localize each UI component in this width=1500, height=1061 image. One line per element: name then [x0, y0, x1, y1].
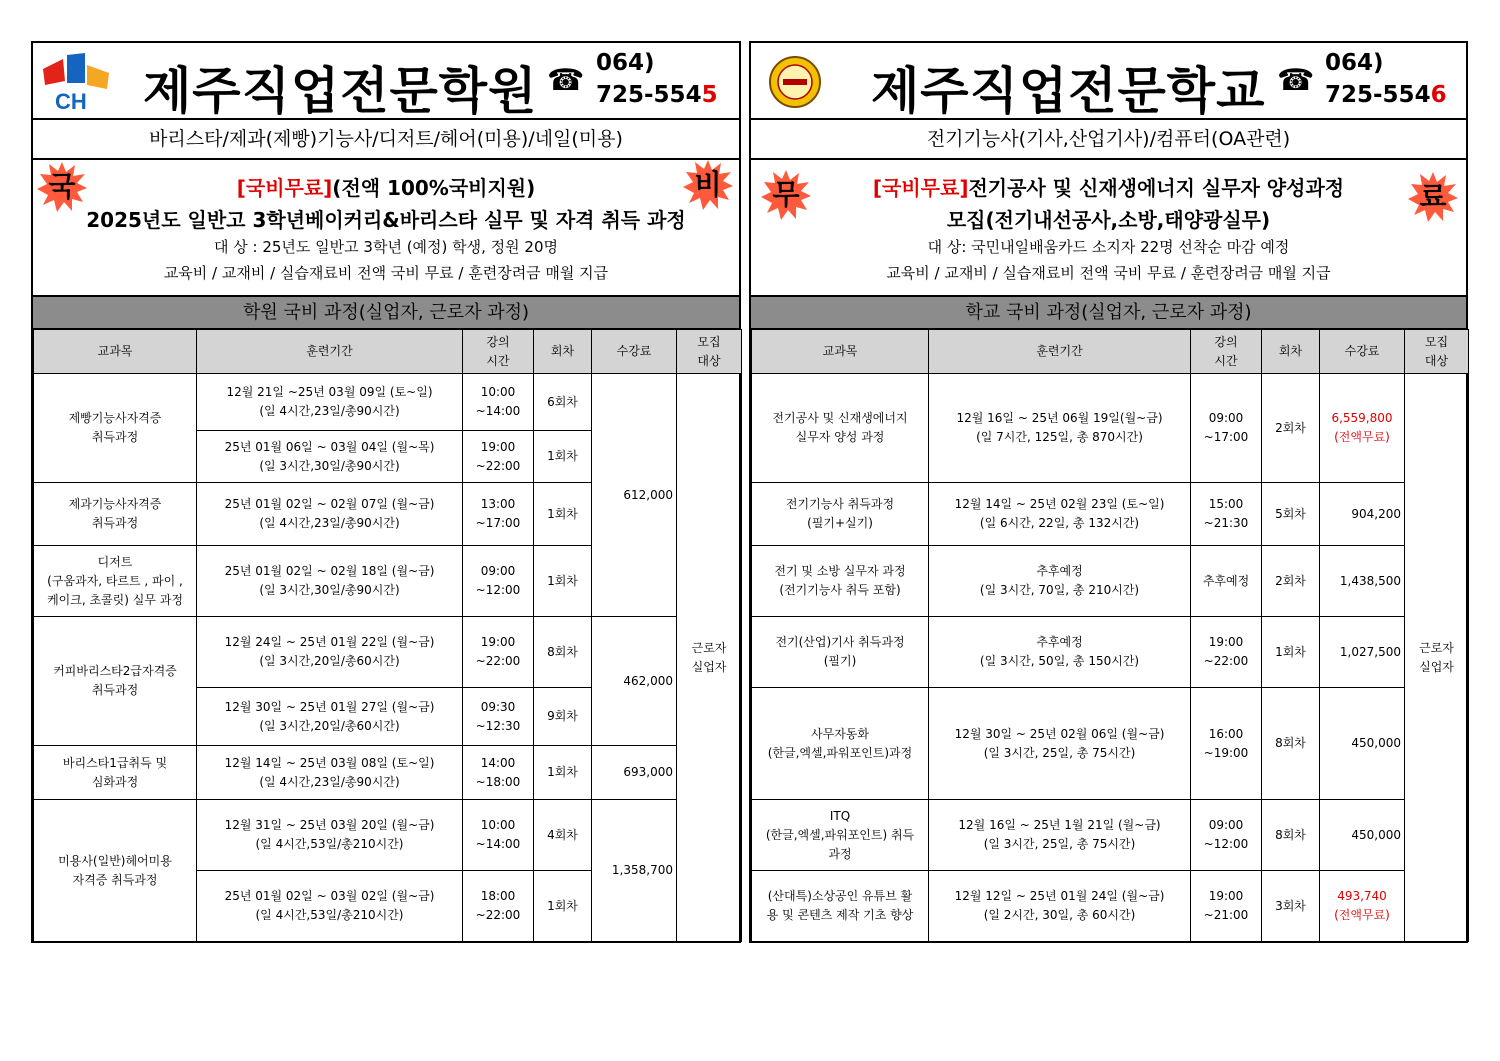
course-fee: 612,000	[592, 374, 677, 617]
table-row	[752, 374, 1469, 483]
phone-icon: ☎	[1277, 63, 1315, 98]
course-time: 19:00 ~21:00	[1191, 871, 1262, 942]
course-subject: 디저트 (구움과자, 타르트 , 파이 , 케이크, 초콜릿) 실무 과정	[34, 546, 197, 617]
course-period: 12월 24일 ~ 25년 01월 22일 (월~금) (일 3시간,20일/총60시간)	[197, 617, 463, 688]
course-subject: 미용사(일반)헤어미용 자격증 취득과정	[34, 800, 197, 942]
course-period: 12월 12일 ~ 25년 01월 24일 (월~금) (일 2시간, 30일, 총 60시간)	[929, 871, 1191, 942]
course-period: 12월 14일 ~ 25년 03월 08일 (토~일) (일 4시간,23일/총90시간)	[197, 746, 463, 800]
course-subject: 전기공사 및 신재생에너지 실무자 양성 과정	[752, 374, 929, 483]
school-emblem-logo	[769, 56, 821, 108]
course-time: 19:00 ~22:00	[463, 617, 534, 688]
course-time: 09:00 ~17:00	[1191, 374, 1262, 483]
table-row	[34, 800, 742, 871]
course-time: 추후예정	[1191, 546, 1262, 617]
course-period: 12월 30일 ~ 25년 02월 06일 (월~금) (일 3시간, 25일, 총 75시간)	[929, 688, 1191, 800]
table-row	[752, 688, 1469, 800]
course-fee: 450,000	[1320, 688, 1405, 800]
academy-subtitle: 바리스타/제과(제빵)기능사/디저트/헤어(미용)/네일(미용)	[33, 120, 739, 160]
course-fee: 1,027,500	[1320, 617, 1405, 688]
header-target: 모집 대상	[1405, 330, 1469, 374]
phone-number: 725-5546	[1325, 82, 1447, 108]
promo-line4: 교육비 / 교재비 / 실습재료비 전액 국비 무료 / 훈련장려금 매월 지급	[886, 264, 1331, 282]
course-target: 근로자 실업자	[1405, 374, 1469, 942]
course-subject: 전기(산업)기사 취득과정 (필기)	[752, 617, 929, 688]
course-subject: 사무자동화 (한글,엑셀,파워포인트)과정	[752, 688, 929, 800]
header-time: 강의 시간	[463, 330, 534, 374]
course-round: 1회차	[534, 483, 592, 546]
phone-icon: ☎	[547, 63, 585, 98]
course-period: 추후예정 (일 3시간, 70일, 총 210시간)	[929, 546, 1191, 617]
school-header	[751, 43, 1466, 120]
course-round: 1회차	[1262, 617, 1320, 688]
phone-area-code: 064)	[596, 50, 655, 76]
academy-panel	[31, 41, 741, 943]
course-subject: 바리스타1급취득 및 심화과정	[34, 746, 197, 800]
promo-line3: 대 상 : 25년도 일반고 3학년 (예정) 학생, 정원 20명	[214, 238, 558, 256]
table-row	[752, 546, 1469, 617]
course-round: 9회차	[534, 688, 592, 746]
school-panel	[749, 41, 1468, 943]
promo-line3: 대 상: 국민내일배움카드 소지자 22명 선착순 마감 예정	[927, 238, 1290, 256]
burst-badge: 비	[683, 160, 733, 210]
phone-number: 725-5545	[596, 82, 718, 108]
course-round: 1회차	[534, 746, 592, 800]
course-period: 25년 01월 06일 ~ 03월 04일 (월~목) (일 3시간,30일/총90시간)	[197, 431, 463, 483]
course-fee: 1,438,500	[1320, 546, 1405, 617]
course-fee: 1,358,700	[592, 800, 677, 942]
course-period: 12월 16일 ~ 25년 06월 19일(월~금) (일 7시간, 125일, 총 870시간)	[929, 374, 1191, 483]
course-time: 09:30 ~12:30	[463, 688, 534, 746]
promo-line1: [국비무료](전액 100%국비지원)	[236, 176, 536, 200]
school-phone	[1325, 47, 1447, 111]
course-round: 3회차	[1262, 871, 1320, 942]
course-round: 6회차	[534, 374, 592, 431]
course-period: 12월 21일 ~25년 03월 09일 (토~일) (일 4시간,23일/총90시간)	[197, 374, 463, 431]
school-title: 제주직업전문학교	[871, 62, 1266, 120]
course-round: 8회차	[1262, 688, 1320, 800]
academy-promo	[33, 160, 739, 297]
course-time: 09:00 ~12:00	[1191, 800, 1262, 871]
promo-line1: [국비무료]전기공사 및 신재생에너지 실무자 양성과정	[872, 176, 1345, 200]
course-fee: 450,000	[1320, 800, 1405, 871]
burst-badge: 국	[37, 162, 87, 212]
course-round: 8회차	[1262, 800, 1320, 871]
table-row	[34, 617, 742, 688]
course-time: 09:00 ~12:00	[463, 546, 534, 617]
course-period: 25년 01월 02일 ~ 02월 07일 (월~금) (일 4시간,23일/총90시간)	[197, 483, 463, 546]
burst-badge: 무	[761, 170, 811, 220]
course-subject: (산대특)소상공인 유튜브 활 용 및 콘텐츠 제작 기초 향상	[752, 871, 929, 942]
header-fee: 수강료	[1320, 330, 1405, 374]
ch-logo	[41, 51, 121, 113]
course-subject: 커피바리스타2급자격증 취득과정	[34, 617, 197, 746]
course-time: 14:00 ~18:00	[463, 746, 534, 800]
table-row	[752, 617, 1469, 688]
promo-line2: 모집(전기내선공사,소방,태양광실무)	[946, 208, 1271, 232]
header-round: 회차	[534, 330, 592, 374]
table-row	[34, 746, 742, 800]
phone-area-code: 064)	[1325, 50, 1384, 76]
course-period: 12월 14일 ~ 25년 02월 23일 (토~일) (일 6시간, 22일, 총 132시간)	[929, 483, 1191, 546]
course-fee: 6,559,800 (전액무료)	[1320, 374, 1405, 483]
section-title: 학교 국비 과정(실업자, 근로자 과정)	[751, 297, 1466, 329]
svg-text:CH: CH	[55, 89, 87, 113]
course-fee: 462,000	[592, 617, 677, 746]
course-round: 8회차	[534, 617, 592, 688]
header-fee: 수강료	[592, 330, 677, 374]
course-round: 2회차	[1262, 374, 1320, 483]
header-target: 모집 대상	[677, 330, 742, 374]
course-round: 1회차	[534, 431, 592, 483]
course-subject: 전기기능사 취득과정 (필기+실기)	[752, 483, 929, 546]
course-period: 12월 31일 ~ 25년 03월 20일 (월~금) (일 4시간,53일/총210시간)	[197, 800, 463, 871]
table-row	[34, 374, 742, 431]
burst-badge: 료	[1408, 172, 1458, 222]
course-time: 15:00 ~21:30	[1191, 483, 1262, 546]
course-fee: 493,740 (전액무료)	[1320, 871, 1405, 942]
course-round: 1회차	[534, 546, 592, 617]
header-subject: 교과목	[752, 330, 929, 374]
course-period: 추후예정 (일 3시간, 50일, 총 150시간)	[929, 617, 1191, 688]
course-time: 10:00 ~14:00	[463, 800, 534, 871]
course-fee: 904,200	[1320, 483, 1405, 546]
course-round: 2회차	[1262, 546, 1320, 617]
course-subject: 제빵기능사자격증 취득과정	[34, 374, 197, 483]
promo-line4: 교육비 / 교재비 / 실습재료비 전액 국비 무료 / 훈련장려금 매월 지급	[163, 264, 609, 282]
course-time: 10:00 ~14:00	[463, 374, 534, 431]
course-time: 19:00 ~22:00	[1191, 617, 1262, 688]
school-subtitle: 전기기능사(기사,산업기사)/컴퓨터(OA관련)	[751, 120, 1466, 160]
course-period: 25년 01월 02일 ~ 02월 18일 (월~금) (일 3시간,30일/총90시간)	[197, 546, 463, 617]
course-period: 12월 16일 ~ 25년 1월 21일 (월~금) (일 3시간, 25일, 총 75시간)	[929, 800, 1191, 871]
course-subject: 제과기능사자격증 취득과정	[34, 483, 197, 546]
academy-header	[33, 43, 739, 120]
course-round: 5회차	[1262, 483, 1320, 546]
promo-line2: 2025년도 일반고 3학년베이커리&바리스타 실무 및 자격 취득 과정	[86, 208, 686, 232]
header-subject: 교과목	[34, 330, 197, 374]
course-round: 4회차	[534, 800, 592, 871]
course-period: 12월 30일 ~ 25년 01월 27일 (월~금) (일 3시간,20일/총60시간)	[197, 688, 463, 746]
section-title: 학원 국비 과정(실업자, 근로자 과정)	[33, 297, 739, 329]
course-round: 1회차	[534, 871, 592, 942]
course-table	[751, 329, 1469, 942]
course-target: 근로자 실업자	[677, 374, 742, 942]
course-time: 19:00 ~22:00	[463, 431, 534, 483]
header-time: 강의 시간	[1191, 330, 1262, 374]
course-time: 16:00 ~19:00	[1191, 688, 1262, 800]
table-row	[752, 871, 1469, 942]
course-time: 13:00 ~17:00	[463, 483, 534, 546]
header-period: 훈련기간	[197, 330, 463, 374]
course-time: 18:00 ~22:00	[463, 871, 534, 942]
table-header-row	[34, 330, 742, 374]
table-header-row	[752, 330, 1469, 374]
academy-title: 제주직업전문학원	[143, 62, 538, 120]
course-period: 25년 01월 02일 ~ 03월 02일 (월~금) (일 4시간,53일/총210시간)	[197, 871, 463, 942]
header-period: 훈련기간	[929, 330, 1191, 374]
header-round: 회차	[1262, 330, 1320, 374]
course-table	[33, 329, 742, 942]
course-subject: 전기 및 소방 실무자 과정 (전기기능사 취득 포함)	[752, 546, 929, 617]
academy-phone	[596, 47, 718, 111]
course-fee: 693,000	[592, 746, 677, 800]
course-subject: ITQ (한글,엑셀,파워포인트) 취득 과정	[752, 800, 929, 871]
table-row	[752, 800, 1469, 871]
table-row	[752, 483, 1469, 546]
school-promo	[751, 160, 1466, 297]
